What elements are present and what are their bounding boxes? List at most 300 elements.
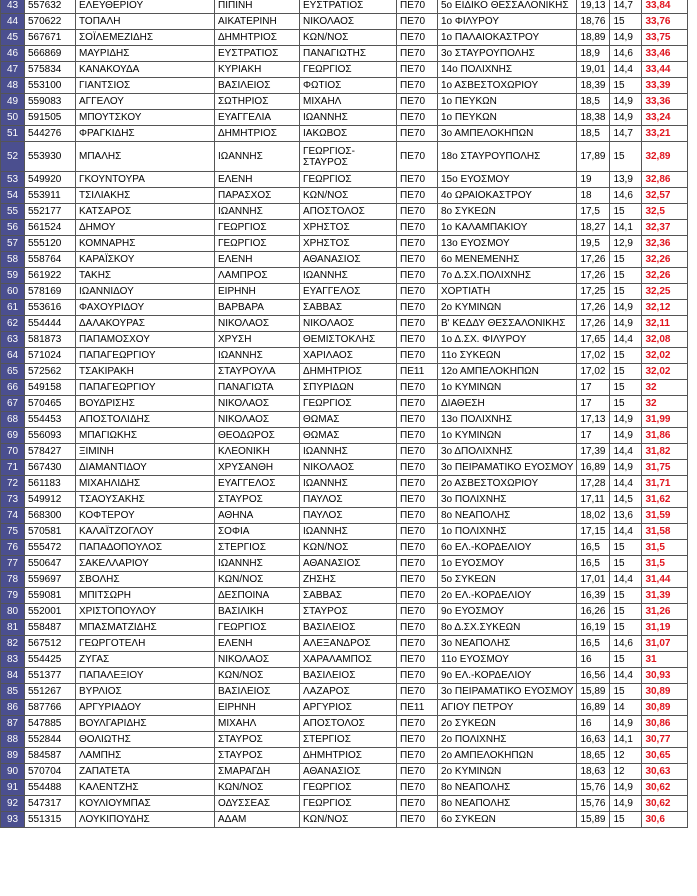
table-row [1, 684, 688, 700]
total-score-cell: 32,37 [642, 220, 688, 236]
registry-number-cell: 549158 [25, 380, 76, 396]
total-score-cell: 30,89 [642, 700, 688, 716]
father-name-cell: ΑΘΑΝΑΣΙΟΣ [300, 764, 397, 780]
rank-cell: 73 [1, 492, 25, 508]
first-name-cell: ΘΕΟΔΩΡΟΣ [215, 428, 300, 444]
table-row [1, 732, 688, 748]
score-a-cell: 15,76 [577, 780, 610, 796]
rank-cell: 81 [1, 620, 25, 636]
school-cell: 1ο ΠΟΛΙΧΝΗΣ [438, 524, 577, 540]
table-row [1, 412, 688, 428]
first-name-cell: ΧΡΥΣΑΝΘΗ [215, 460, 300, 476]
total-score-cell: 31,5 [642, 556, 688, 572]
rank-cell: 56 [1, 220, 25, 236]
rank-cell: 45 [1, 30, 25, 46]
specialty-cell: ΠΕ70 [397, 732, 438, 748]
surname-cell: ΖΥΓΑΣ [76, 652, 215, 668]
registry-number-cell: 567671 [25, 30, 76, 46]
specialty-cell: ΠΕ70 [397, 348, 438, 364]
table-row [1, 62, 688, 78]
total-score-cell: 32,02 [642, 364, 688, 380]
specialty-cell: ΠΕ70 [397, 444, 438, 460]
registry-number-cell: 554425 [25, 652, 76, 668]
score-b-cell: 15 [610, 620, 642, 636]
score-a-cell: 16 [577, 652, 610, 668]
rank-cell: 88 [1, 732, 25, 748]
score-a-cell: 16,39 [577, 588, 610, 604]
score-b-cell: 14,4 [610, 572, 642, 588]
score-b-cell: 14 [610, 700, 642, 716]
total-score-cell: 31,82 [642, 444, 688, 460]
rank-cell: 61 [1, 300, 25, 316]
first-name-cell: ΠΑΡΑΣΧΟΣ [215, 188, 300, 204]
first-name-cell: ΔΕΣΠΟΙΝΑ [215, 588, 300, 604]
table-row [1, 748, 688, 764]
first-name-cell: ΔΗΜΗΤΡΙΟΣ [215, 126, 300, 142]
school-cell: 3ο ΔΠΟΛΙΧΝΗΣ [438, 444, 577, 460]
score-a-cell: 17,01 [577, 572, 610, 588]
surname-cell: ΤΣΑΟΥΣΑΚΗΣ [76, 492, 215, 508]
total-score-cell: 33,36 [642, 94, 688, 110]
score-b-cell: 14,9 [610, 460, 642, 476]
total-score-cell: 33,21 [642, 126, 688, 142]
specialty-cell: ΠΕ70 [397, 14, 438, 30]
specialty-cell: ΠΕ70 [397, 460, 438, 476]
first-name-cell: ΣΜΑΡΑΓΔΗ [215, 764, 300, 780]
surname-cell: ΙΩΑΝΝΙΔΟΥ [76, 284, 215, 300]
rank-cell: 64 [1, 348, 25, 364]
surname-cell: ΣΒΟΛΗΣ [76, 572, 215, 588]
score-a-cell: 15,89 [577, 684, 610, 700]
specialty-cell: ΠΕ70 [397, 380, 438, 396]
rank-cell: 84 [1, 668, 25, 684]
table-row [1, 492, 688, 508]
score-a-cell: 17 [577, 380, 610, 396]
rank-cell: 49 [1, 94, 25, 110]
rank-cell: 72 [1, 476, 25, 492]
school-cell: ΔΙΑΘΕΣΗ [438, 396, 577, 412]
rank-cell: 58 [1, 252, 25, 268]
table-row [1, 668, 688, 684]
school-cell: 13ο ΠΟΛΙΧΝΗΣ [438, 412, 577, 428]
rank-cell: 44 [1, 14, 25, 30]
specialty-cell: ΠΕ70 [397, 748, 438, 764]
total-score-cell: 31,71 [642, 476, 688, 492]
score-a-cell: 19 [577, 172, 610, 188]
total-score-cell: 32,5 [642, 204, 688, 220]
table-row [1, 252, 688, 268]
specialty-cell: ΠΕ70 [397, 220, 438, 236]
school-cell: 6ο ΕΛ.-ΚΟΡΔΕΛΙΟΥ [438, 540, 577, 556]
school-cell: 9ο ΕΛ.-ΚΟΡΔΕΛΙΟΥ [438, 668, 577, 684]
surname-cell: ΒΥΡΛΙΟΣ [76, 684, 215, 700]
total-score-cell: 32,36 [642, 236, 688, 252]
table-row [1, 268, 688, 284]
specialty-cell: ΠΕ11 [397, 364, 438, 380]
father-name-cell: ΘΩΜΑΣ [300, 412, 397, 428]
surname-cell: ΑΓΓΕΛΟΥ [76, 94, 215, 110]
rank-cell: 92 [1, 796, 25, 812]
father-name-cell: ΧΡΗΣΤΟΣ [300, 220, 397, 236]
table-row [1, 332, 688, 348]
surname-cell: ΚΑΡΑΪΣΚΟΥ [76, 252, 215, 268]
registry-number-cell: 578427 [25, 444, 76, 460]
specialty-cell: ΠΕ70 [397, 540, 438, 556]
total-score-cell: 33,39 [642, 78, 688, 94]
total-score-cell: 30,6 [642, 812, 688, 828]
rank-cell: 69 [1, 428, 25, 444]
surname-cell: ΣΟΪΛΕΜΕΖΙΔΗΣ [76, 30, 215, 46]
registry-number-cell: 553100 [25, 78, 76, 94]
score-a-cell: 17,26 [577, 252, 610, 268]
father-name-cell: ΙΑΚΩΒΟΣ [300, 126, 397, 142]
specialty-cell: ΠΕ70 [397, 636, 438, 652]
first-name-cell: ΝΙΚΟΛΑΟΣ [215, 412, 300, 428]
total-score-cell: 32,26 [642, 268, 688, 284]
school-cell: 3ο ΝΕΑΠΟΛΗΣ [438, 636, 577, 652]
specialty-cell: ΠΕ70 [397, 0, 438, 14]
score-a-cell: 16,56 [577, 668, 610, 684]
score-b-cell: 15 [610, 396, 642, 412]
table-row [1, 652, 688, 668]
score-b-cell: 15 [610, 364, 642, 380]
table-row [1, 380, 688, 396]
rank-cell: 50 [1, 110, 25, 126]
score-b-cell: 14,6 [610, 636, 642, 652]
registry-number-cell: 550647 [25, 556, 76, 572]
total-score-cell: 31,62 [642, 492, 688, 508]
specialty-cell: ΠΕ70 [397, 268, 438, 284]
school-cell: 2ο ΚΥΜΙΝΩΝ [438, 764, 577, 780]
school-cell: 8ο ΝΕΑΠΟΛΗΣ [438, 796, 577, 812]
school-cell: Β' ΚΕΔΔΥ ΘΕΣΣΑΛΟΝΙΚΗΣ [438, 316, 577, 332]
first-name-cell: ΙΩΑΝΝΗΣ [215, 556, 300, 572]
score-a-cell: 18 [577, 188, 610, 204]
specialty-cell: ΠΕ70 [397, 556, 438, 572]
first-name-cell: ΕΙΡΗΝΗ [215, 284, 300, 300]
surname-cell: ΤΑΚΗΣ [76, 268, 215, 284]
registry-number-cell: 559081 [25, 588, 76, 604]
score-a-cell: 17 [577, 428, 610, 444]
rank-cell: 90 [1, 764, 25, 780]
father-name-cell: ΚΩΝ/ΝΟΣ [300, 188, 397, 204]
school-cell: 14ο ΠΟΛΙΧΝΗΣ [438, 62, 577, 78]
score-a-cell: 16,89 [577, 700, 610, 716]
registry-number-cell: 559083 [25, 94, 76, 110]
table-body [1, 0, 688, 828]
total-score-cell: 31,39 [642, 588, 688, 604]
registry-number-cell: 554453 [25, 412, 76, 428]
registry-number-cell: 570622 [25, 14, 76, 30]
rank-cell: 43 [1, 0, 25, 14]
score-a-cell: 18,39 [577, 78, 610, 94]
registry-number-cell: 567512 [25, 636, 76, 652]
surname-cell: ΓΚΟΥΝΤΟΥΡΑ [76, 172, 215, 188]
father-name-cell: ΒΑΣΙΛΕΙΟΣ [300, 668, 397, 684]
score-b-cell: 15 [610, 380, 642, 396]
score-a-cell: 18,02 [577, 508, 610, 524]
score-a-cell: 17,26 [577, 268, 610, 284]
total-score-cell: 31,19 [642, 620, 688, 636]
first-name-cell: ΝΙΚΟΛΑΟΣ [215, 316, 300, 332]
table-row [1, 396, 688, 412]
registry-number-cell: 554488 [25, 780, 76, 796]
table-row [1, 236, 688, 252]
table-row [1, 220, 688, 236]
first-name-cell: ΓΕΩΡΓΙΟΣ [215, 620, 300, 636]
score-a-cell: 16 [577, 716, 610, 732]
father-name-cell: ΓΕΩΡΓΙΟΣ [300, 172, 397, 188]
father-name-cell: ΓΕΩΡΓΙΟΣ [300, 62, 397, 78]
registry-number-cell: 552177 [25, 204, 76, 220]
father-name-cell: ΣΠΥΡΙΔΩΝ [300, 380, 397, 396]
first-name-cell: ΒΑΣΙΛΕΙΟΣ [215, 78, 300, 94]
father-name-cell: ΒΑΣΙΛΕΙΟΣ [300, 620, 397, 636]
specialty-cell: ΠΕ70 [397, 476, 438, 492]
rank-cell: 91 [1, 780, 25, 796]
registry-number-cell: 557632 [25, 0, 76, 14]
rank-cell: 93 [1, 812, 25, 828]
first-name-cell: ΑΔΑΜ [215, 812, 300, 828]
surname-cell: ΤΟΠΑΛΗ [76, 14, 215, 30]
total-score-cell: 30,86 [642, 716, 688, 732]
rank-cell: 65 [1, 364, 25, 380]
score-a-cell: 16,19 [577, 620, 610, 636]
score-a-cell: 17,15 [577, 524, 610, 540]
table-row [1, 94, 688, 110]
father-name-cell: ΑΠΟΣΤΟΛΟΣ [300, 716, 397, 732]
table-row [1, 30, 688, 46]
surname-cell: ΞΙΜΙΝΗ [76, 444, 215, 460]
surname-cell: ΔΑΛΑΚΟΥΡΑΣ [76, 316, 215, 332]
table-row [1, 126, 688, 142]
father-name-cell: ΑΡΓΥΡΙΟΣ [300, 700, 397, 716]
school-cell: ΧΟΡΤΙΑΤΗ [438, 284, 577, 300]
first-name-cell: ΠΙΠΙΝΗ [215, 0, 300, 14]
first-name-cell: ΛΑΜΠΡΟΣ [215, 268, 300, 284]
total-score-cell: 31,07 [642, 636, 688, 652]
school-cell: 8ο ΝΕΑΠΟΛΗΣ [438, 780, 577, 796]
registry-number-cell: 552001 [25, 604, 76, 620]
total-score-cell: 32 [642, 396, 688, 412]
first-name-cell: ΟΔΥΣΣΕΑΣ [215, 796, 300, 812]
registry-number-cell: 554444 [25, 316, 76, 332]
school-cell: 2ο ΕΛ.-ΚΟΡΔΕΛΙΟΥ [438, 588, 577, 604]
rank-cell: 57 [1, 236, 25, 252]
table-row [1, 636, 688, 652]
school-cell: 7ο Δ.ΣΧ.ΠΟΛΙΧΝΗΣ [438, 268, 577, 284]
registry-number-cell: 591505 [25, 110, 76, 126]
registry-number-cell: 575834 [25, 62, 76, 78]
school-cell: 11ο ΕΥΟΣΜΟΥ [438, 652, 577, 668]
score-b-cell: 14,9 [610, 412, 642, 428]
surname-cell: ΜΠΑΛΗΣ [76, 142, 215, 172]
first-name-cell: ΓΕΩΡΓΙΟΣ [215, 236, 300, 252]
school-cell: ΑΓΙΟΥ ΠΕΤΡΟΥ [438, 700, 577, 716]
score-b-cell: 15 [610, 604, 642, 620]
table-row [1, 764, 688, 780]
surname-cell: ΕΛΕΥΘΕΡΙΟΥ [76, 0, 215, 14]
father-name-cell: ΣΤΕΡΓΙΟΣ [300, 732, 397, 748]
first-name-cell: ΣΤΑΥΡΟΣ [215, 732, 300, 748]
table-row [1, 460, 688, 476]
rank-cell: 63 [1, 332, 25, 348]
first-name-cell: ΧΡΥΣΗ [215, 332, 300, 348]
score-a-cell: 17,89 [577, 142, 610, 172]
father-name-cell: ΙΩΑΝΝΗΣ [300, 476, 397, 492]
score-a-cell: 19,13 [577, 0, 610, 14]
specialty-cell: ΠΕ70 [397, 110, 438, 126]
rank-cell: 76 [1, 540, 25, 556]
score-a-cell: 18,63 [577, 764, 610, 780]
first-name-cell: ΜΙΧΑΗΛ [215, 716, 300, 732]
specialty-cell: ΠΕ70 [397, 796, 438, 812]
table-row [1, 540, 688, 556]
score-a-cell: 17,26 [577, 300, 610, 316]
score-a-cell: 16,89 [577, 460, 610, 476]
score-b-cell: 15 [610, 252, 642, 268]
registry-number-cell: 553911 [25, 188, 76, 204]
table-row [1, 316, 688, 332]
school-cell: 1ο Δ.ΣΧ. ΦΙΛΥΡΟΥ [438, 332, 577, 348]
father-name-cell: ΜΙΧΑΗΛ [300, 94, 397, 110]
score-b-cell: 15 [610, 348, 642, 364]
specialty-cell: ΠΕ70 [397, 300, 438, 316]
father-name-cell: ΓΕΩΡΓΙΟΣ [300, 796, 397, 812]
rank-cell: 89 [1, 748, 25, 764]
rank-cell: 60 [1, 284, 25, 300]
score-b-cell: 14,9 [610, 780, 642, 796]
rank-cell: 83 [1, 652, 25, 668]
rank-cell: 78 [1, 572, 25, 588]
registry-number-cell: 555120 [25, 236, 76, 252]
school-cell: 1ο ΑΣΒΕΣΤΟΧΩΡΙΟΥ [438, 78, 577, 94]
school-cell: 1ο ΚΥΜΙΝΩΝ [438, 380, 577, 396]
school-cell: 1ο ΠΑΛΑΙΟΚΑΣΤΡΟΥ [438, 30, 577, 46]
surname-cell: ΠΑΠΑΜΟΣΧΟΥ [76, 332, 215, 348]
rank-cell: 62 [1, 316, 25, 332]
specialty-cell: ΠΕ70 [397, 46, 438, 62]
first-name-cell: ΙΩΑΝΝΗΣ [215, 348, 300, 364]
total-score-cell: 30,93 [642, 668, 688, 684]
surname-cell: ΚΑΝΑΚΟΥΔΑ [76, 62, 215, 78]
rank-cell: 80 [1, 604, 25, 620]
surname-cell: ΚΟΥΛΙΟΥΜΠΑΣ [76, 796, 215, 812]
score-a-cell: 15,76 [577, 796, 610, 812]
first-name-cell: ΕΛΕΝΗ [215, 636, 300, 652]
specialty-cell: ΠΕ70 [397, 142, 438, 172]
total-score-cell: 31,58 [642, 524, 688, 540]
surname-cell: ΜΠΑΣΜΑΤΖΙΔΗΣ [76, 620, 215, 636]
specialty-cell: ΠΕ70 [397, 316, 438, 332]
score-b-cell: 14,7 [610, 126, 642, 142]
first-name-cell: ΝΙΚΟΛΑΟΣ [215, 652, 300, 668]
school-cell: 1ο ΠΕΥΚΩΝ [438, 110, 577, 126]
first-name-cell: ΚΥΡΙΑΚΗ [215, 62, 300, 78]
table-row [1, 796, 688, 812]
specialty-cell: ΠΕ70 [397, 524, 438, 540]
specialty-cell: ΠΕ70 [397, 252, 438, 268]
school-cell: 1ο ΕΥΟΣΜΟΥ [438, 556, 577, 572]
specialty-cell: ΠΕ70 [397, 188, 438, 204]
score-b-cell: 14,5 [610, 492, 642, 508]
first-name-cell: ΕΥΣΤΡΑΤΙΟΣ [215, 46, 300, 62]
father-name-cell: ΝΙΚΟΛΑΟΣ [300, 460, 397, 476]
score-b-cell: 14,4 [610, 444, 642, 460]
total-score-cell: 33,84 [642, 0, 688, 14]
total-score-cell: 32,08 [642, 332, 688, 348]
score-a-cell: 16,26 [577, 604, 610, 620]
score-a-cell: 16,63 [577, 732, 610, 748]
registry-number-cell: 549912 [25, 492, 76, 508]
school-cell: 2ο ΠΟΛΙΧΝΗΣ [438, 732, 577, 748]
father-name-cell: ΕΥΑΓΓΕΛΟΣ [300, 284, 397, 300]
score-b-cell: 13,6 [610, 508, 642, 524]
surname-cell: ΒΟΥΔΡΙΣΗΣ [76, 396, 215, 412]
table-row [1, 524, 688, 540]
specialty-cell: ΠΕ70 [397, 396, 438, 412]
specialty-cell: ΠΕ70 [397, 94, 438, 110]
surname-cell: ΜΙΧΑΗΛΙΔΗΣ [76, 476, 215, 492]
first-name-cell: ΚΩΝ/ΝΟΣ [215, 668, 300, 684]
specialty-cell: ΠΕ70 [397, 284, 438, 300]
first-name-cell: ΚΩΝ/ΝΟΣ [215, 572, 300, 588]
score-b-cell: 14,9 [610, 428, 642, 444]
father-name-cell: ΑΛΕΞΑΝΔΡΟΣ [300, 636, 397, 652]
registry-number-cell: 567430 [25, 460, 76, 476]
score-b-cell: 12 [610, 748, 642, 764]
table-row [1, 572, 688, 588]
score-a-cell: 15,89 [577, 812, 610, 828]
school-cell: 5ο ΕΙΔΙΚΟ ΘΕΣΣΑΛΟΝΙΚΗΣ [438, 0, 577, 14]
school-cell: 3ο ΠΟΛΙΧΝΗΣ [438, 492, 577, 508]
registry-number-cell: 584587 [25, 748, 76, 764]
total-score-cell: 31,44 [642, 572, 688, 588]
score-a-cell: 19,01 [577, 62, 610, 78]
father-name-cell: ΘΩΜΑΣ [300, 428, 397, 444]
surname-cell: ΠΑΠΑΔΟΠΟΥΛΟΣ [76, 540, 215, 556]
table-row [1, 716, 688, 732]
registry-number-cell: 547317 [25, 796, 76, 812]
rank-cell: 75 [1, 524, 25, 540]
first-name-cell: ΒΑΣΙΛΕΙΟΣ [215, 684, 300, 700]
registry-number-cell: 570704 [25, 764, 76, 780]
first-name-cell: ΣΤΑΥΡΟΣ [215, 492, 300, 508]
score-a-cell: 19,5 [577, 236, 610, 252]
first-name-cell: ΣΤΕΡΓΙΟΣ [215, 540, 300, 556]
school-cell: 18ο ΣΤΑΥΡΟΥΠΟΛΗΣ [438, 142, 577, 172]
school-cell: 2ο ΚΥΜΙΝΩΝ [438, 300, 577, 316]
score-a-cell: 17,11 [577, 492, 610, 508]
score-b-cell: 14,9 [610, 300, 642, 316]
school-cell: 8ο ΝΕΑΠΟΛΗΣ [438, 508, 577, 524]
school-cell: 3ο ΠΕΙΡΑΜΑΤΙΚΟ ΕΥΟΣΜΟΥ [438, 684, 577, 700]
score-a-cell: 17,65 [577, 332, 610, 348]
specialty-cell: ΠΕ70 [397, 78, 438, 94]
specialty-cell: ΠΕ70 [397, 588, 438, 604]
surname-cell: ΦΑΧΟΥΡΙΔΟΥ [76, 300, 215, 316]
school-cell: 1ο ΚΥΜΙΝΩΝ [438, 428, 577, 444]
surname-cell: ΜΠΑΓΙΩΚΗΣ [76, 428, 215, 444]
father-name-cell: ΣΑΒΒΑΣ [300, 588, 397, 604]
score-a-cell: 17,02 [577, 364, 610, 380]
score-a-cell: 18,38 [577, 110, 610, 126]
surname-cell: ΛΑΜΠΗΣ [76, 748, 215, 764]
table-row [1, 364, 688, 380]
score-a-cell: 17,02 [577, 348, 610, 364]
surname-cell: ΘΟΛΙΩΤΗΣ [76, 732, 215, 748]
specialty-cell: ΠΕ70 [397, 508, 438, 524]
